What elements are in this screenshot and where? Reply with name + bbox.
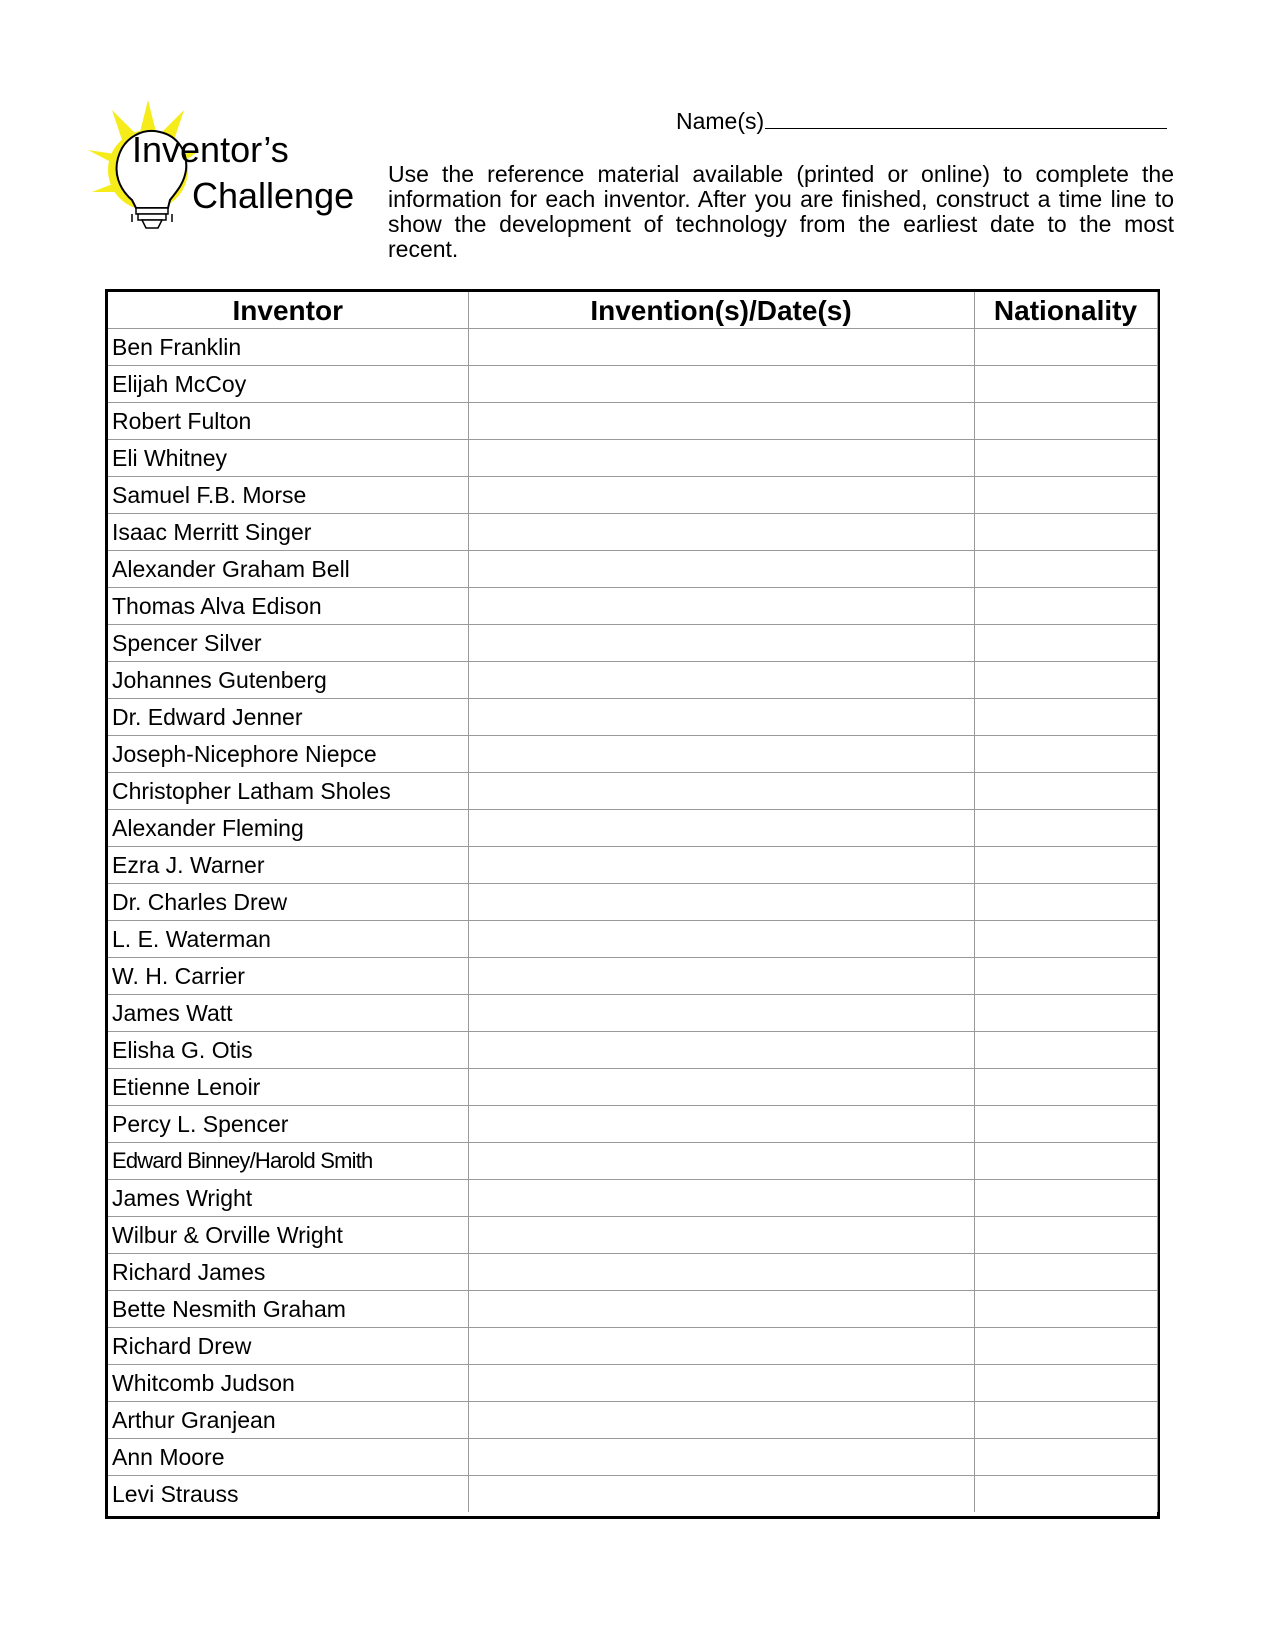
inventor-name-cell: Isaac Merritt Singer <box>108 514 468 551</box>
header-nationality: Nationality <box>974 292 1157 329</box>
invention-date-cell[interactable] <box>468 403 974 440</box>
invention-date-cell[interactable] <box>468 1365 974 1402</box>
invention-date-cell[interactable] <box>468 921 974 958</box>
invention-date-cell[interactable] <box>468 366 974 403</box>
invention-date-cell[interactable] <box>468 514 974 551</box>
inventor-name-cell: Dr. Edward Jenner <box>108 699 468 736</box>
inventor-name-cell: Thomas Alva Edison <box>108 588 468 625</box>
inventor-name-cell: Whitcomb Judson <box>108 1365 468 1402</box>
nationality-cell[interactable] <box>974 1217 1157 1254</box>
inventor-name-cell: Elisha G. Otis <box>108 1032 468 1069</box>
inventor-name-cell: Ezra J. Warner <box>108 847 468 884</box>
nationality-cell[interactable] <box>974 662 1157 699</box>
invention-date-cell[interactable] <box>468 477 974 514</box>
nationality-cell[interactable] <box>974 514 1157 551</box>
table-row <box>108 1180 1157 1217</box>
nationality-cell[interactable] <box>974 1106 1157 1143</box>
inventor-table-frame <box>105 289 1160 1519</box>
inventor-name-cell: Etienne Lenoir <box>108 1069 468 1106</box>
nationality-cell[interactable] <box>974 588 1157 625</box>
invention-date-cell[interactable] <box>468 699 974 736</box>
nationality-cell[interactable] <box>974 477 1157 514</box>
invention-date-cell[interactable] <box>468 1291 974 1328</box>
invention-date-cell[interactable] <box>468 1180 974 1217</box>
logo-title-line2: Challenge <box>192 175 355 216</box>
inventor-name-cell: Ben Franklin <box>108 329 468 366</box>
table-row <box>108 958 1157 995</box>
table-row <box>108 1439 1157 1476</box>
table-row <box>108 588 1157 625</box>
invention-date-cell[interactable] <box>468 1217 974 1254</box>
inventor-name-cell: Johannes Gutenberg <box>108 662 468 699</box>
nationality-cell[interactable] <box>974 366 1157 403</box>
table-row <box>108 699 1157 736</box>
table-row <box>108 1032 1157 1069</box>
table-row <box>108 329 1157 366</box>
inventor-name-cell: Robert Fulton <box>108 403 468 440</box>
invention-date-cell[interactable] <box>468 1439 974 1476</box>
inventor-name-cell: Spencer Silver <box>108 625 468 662</box>
nationality-cell[interactable] <box>974 1254 1157 1291</box>
table-row <box>108 1328 1157 1365</box>
inventor-name-cell: Ann Moore <box>108 1439 468 1476</box>
table-row <box>108 995 1157 1032</box>
logo-title-line1: Inventor’s <box>132 129 289 170</box>
inventor-name-cell: Eli Whitney <box>108 440 468 477</box>
table-row <box>108 440 1157 477</box>
inventor-name-cell: Alexander Fleming <box>108 810 468 847</box>
nationality-cell[interactable] <box>974 1402 1157 1439</box>
table-row <box>108 477 1157 514</box>
table-row <box>108 1143 1157 1180</box>
invention-date-cell[interactable] <box>468 736 974 773</box>
nationality-cell[interactable] <box>974 847 1157 884</box>
name-blank-line[interactable] <box>765 107 1167 129</box>
table-row <box>108 662 1157 699</box>
inventor-name-cell: W. H. Carrier <box>108 958 468 995</box>
table-row <box>108 736 1157 773</box>
nationality-cell[interactable] <box>974 773 1157 810</box>
table-row <box>108 810 1157 847</box>
table-row <box>108 366 1157 403</box>
invention-date-cell[interactable] <box>468 1402 974 1439</box>
table-row <box>108 1254 1157 1291</box>
inventor-name-cell: L. E. Waterman <box>108 921 468 958</box>
table-row <box>108 1069 1157 1106</box>
invention-date-cell[interactable] <box>468 1106 974 1143</box>
table-row <box>108 921 1157 958</box>
nationality-cell[interactable] <box>974 1365 1157 1402</box>
table-row <box>108 1476 1157 1513</box>
nationality-cell[interactable] <box>974 329 1157 366</box>
invention-date-cell[interactable] <box>468 810 974 847</box>
nationality-cell[interactable] <box>974 810 1157 847</box>
lightbulb-icon <box>88 100 378 240</box>
nationality-cell[interactable] <box>974 551 1157 588</box>
name-field[interactable] <box>676 107 1167 135</box>
table-header-row <box>108 292 1157 329</box>
nationality-cell[interactable] <box>974 699 1157 736</box>
table-row <box>108 625 1157 662</box>
table-row <box>108 847 1157 884</box>
invention-date-cell[interactable] <box>468 551 974 588</box>
nationality-cell[interactable] <box>974 921 1157 958</box>
invention-date-cell[interactable] <box>468 1143 974 1180</box>
invention-date-cell[interactable] <box>468 958 974 995</box>
invention-date-cell[interactable] <box>468 329 974 366</box>
nationality-cell[interactable] <box>974 625 1157 662</box>
nationality-cell[interactable] <box>974 1069 1157 1106</box>
inventor-name-cell: Richard Drew <box>108 1328 468 1365</box>
table-row <box>108 773 1157 810</box>
inventor-name-cell: Joseph-Nicephore Niepce <box>108 736 468 773</box>
nationality-cell[interactable] <box>974 1143 1157 1180</box>
inventor-name-cell: Arthur Granjean <box>108 1402 468 1439</box>
table-row <box>108 1217 1157 1254</box>
table-row <box>108 1291 1157 1328</box>
table-row <box>108 514 1157 551</box>
nationality-cell[interactable] <box>974 1032 1157 1069</box>
inventor-name-cell: Alexander Graham Bell <box>108 551 468 588</box>
table-row <box>108 1402 1157 1439</box>
table-row <box>108 1365 1157 1402</box>
table-row <box>108 551 1157 588</box>
name-label: Name(s) <box>676 108 765 134</box>
invention-date-cell[interactable] <box>468 1328 974 1365</box>
invention-date-cell[interactable] <box>468 1069 974 1106</box>
invention-date-cell[interactable] <box>468 1032 974 1069</box>
invention-date-cell[interactable] <box>468 884 974 921</box>
nationality-cell[interactable] <box>974 1476 1157 1513</box>
inventor-name-cell: Levi Strauss <box>108 1476 468 1513</box>
invention-date-cell[interactable] <box>468 625 974 662</box>
table-row <box>108 884 1157 921</box>
inventor-name-cell: Elijah McCoy <box>108 366 468 403</box>
invention-date-cell[interactable] <box>468 662 974 699</box>
invention-date-cell[interactable] <box>468 588 974 625</box>
table-row <box>108 1106 1157 1143</box>
inventor-name-cell: Percy L. Spencer <box>108 1106 468 1143</box>
nationality-cell[interactable] <box>974 995 1157 1032</box>
invention-date-cell[interactable] <box>468 440 974 477</box>
inventor-name-cell: Bette Nesmith Graham <box>108 1291 468 1328</box>
inventor-name-cell: Samuel F.B. Morse <box>108 477 468 514</box>
instructions-paragraph: Use the reference material available (printed or online) to complete the information for each inventor. After you are finished, construct a time line to show the development of technology from the earliest date to the most recent. <box>388 161 1174 262</box>
inventors-challenge-logo <box>88 100 378 240</box>
nationality-cell[interactable] <box>974 1291 1157 1328</box>
inventor-name-cell: Dr. Charles Drew <box>108 884 468 921</box>
nationality-cell[interactable] <box>974 958 1157 995</box>
nationality-cell[interactable] <box>974 1439 1157 1476</box>
nationality-cell[interactable] <box>974 440 1157 477</box>
invention-date-cell[interactable] <box>468 1254 974 1291</box>
table-row <box>108 403 1157 440</box>
header-inventions-dates: Invention(s)/Date(s) <box>468 292 974 329</box>
invention-date-cell[interactable] <box>468 773 974 810</box>
nationality-cell[interactable] <box>974 1180 1157 1217</box>
invention-date-cell[interactable] <box>468 995 974 1032</box>
header-inventor: Inventor <box>108 292 468 329</box>
invention-date-cell[interactable] <box>468 847 974 884</box>
inventor-table <box>108 292 1158 1512</box>
inventor-name-cell: Christopher Latham Sholes <box>108 773 468 810</box>
inventor-name-cell: James Wright <box>108 1180 468 1217</box>
inventor-name-cell: Wilbur & Orville Wright <box>108 1217 468 1254</box>
nationality-cell[interactable] <box>974 884 1157 921</box>
invention-date-cell[interactable] <box>468 1476 974 1513</box>
inventor-name-cell: Richard James <box>108 1254 468 1291</box>
nationality-cell[interactable] <box>974 1328 1157 1365</box>
nationality-cell[interactable] <box>974 403 1157 440</box>
inventor-name-cell: James Watt <box>108 995 468 1032</box>
nationality-cell[interactable] <box>974 736 1157 773</box>
inventor-name-cell: Edward Binney/Harold Smith <box>108 1143 468 1180</box>
